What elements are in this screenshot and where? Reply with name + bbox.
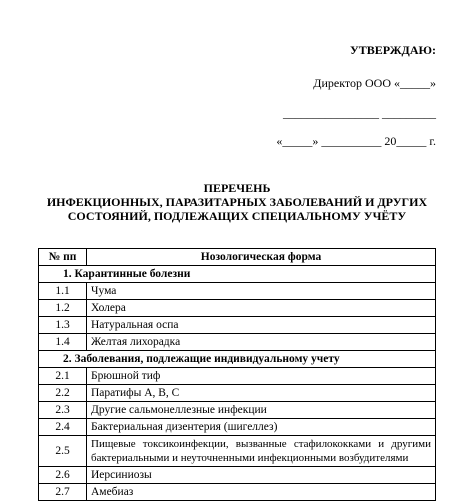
table-row [39, 419, 436, 436]
disease-table [38, 248, 436, 501]
section-title-1: 1. Карантинные болезни [39, 266, 436, 283]
section-row [39, 351, 436, 368]
approval-date-line: «_____» __________ 20_____ г. [276, 134, 436, 148]
row-name: Паратифы A, B, C [87, 385, 436, 402]
table-row [39, 484, 436, 501]
row-number: 2.3 [39, 402, 87, 419]
table-row [39, 402, 436, 419]
document-title-line-3: СОСТОЯНИЙ, ПОДЛЕЖАЩИХ СПЕЦИАЛЬНОМУ УЧЁТУ [67, 209, 407, 223]
row-name: Амебиаз [87, 484, 436, 501]
row-number: 2.4 [39, 419, 87, 436]
table-row [39, 334, 436, 351]
row-name [87, 436, 436, 467]
row-number: 2.2 [39, 385, 87, 402]
row-name-line-2: бактериальными и неуточненными инфекционными возбудителями [91, 452, 409, 464]
table-row [39, 317, 436, 334]
row-number: 1.2 [39, 300, 87, 317]
approval-director-line: Директор ООО «_____» [313, 76, 436, 90]
table-row [39, 385, 436, 402]
row-name: Чума [87, 283, 436, 300]
row-number: 2.6 [39, 467, 87, 484]
row-name: Бактериальная дизентерия (шигеллез) [87, 419, 436, 436]
row-number: 2.5 [39, 436, 87, 467]
table-row [39, 283, 436, 300]
table-row [39, 436, 436, 467]
row-name-line-1: Пищевые токсикоинфекции, вызванные стафилококками и другими [91, 438, 431, 450]
table-header-row [39, 249, 436, 266]
section-row [39, 266, 436, 283]
row-number: 1.3 [39, 317, 87, 334]
row-number: 2.1 [39, 368, 87, 385]
row-name: Холера [87, 300, 436, 317]
approval-signature-line: ________________ _________ [283, 106, 436, 120]
header-nosological-form: Нозологическая форма [87, 249, 436, 266]
document-title [38, 181, 436, 223]
header-number: № пп [39, 249, 87, 266]
table-row [39, 467, 436, 484]
approval-title: УТВЕРЖДАЮ: [349, 43, 436, 57]
table-row [39, 368, 436, 385]
document-title-line-1: ПЕРЕЧЕНЬ [203, 181, 271, 195]
document-title-line-2: ИНФЕКЦИОННЫХ, ПАРАЗИТАРНЫХ ЗАБОЛЕВАНИЙ И ДРУГИХ [46, 195, 428, 209]
row-name: Брюшной тиф [87, 368, 436, 385]
row-name: Иерсиниозы [87, 467, 436, 484]
row-number: 1.4 [39, 334, 87, 351]
section-title-2: 2. Заболевания, подлежащие индивидуальному учету [39, 351, 436, 368]
row-number: 1.1 [39, 283, 87, 300]
table-row [39, 300, 436, 317]
row-name: Другие сальмонеллезные инфекции [87, 402, 436, 419]
row-name: Натуральная оспа [87, 317, 436, 334]
row-number: 2.7 [39, 484, 87, 501]
row-name: Желтая лихорадка [87, 334, 436, 351]
